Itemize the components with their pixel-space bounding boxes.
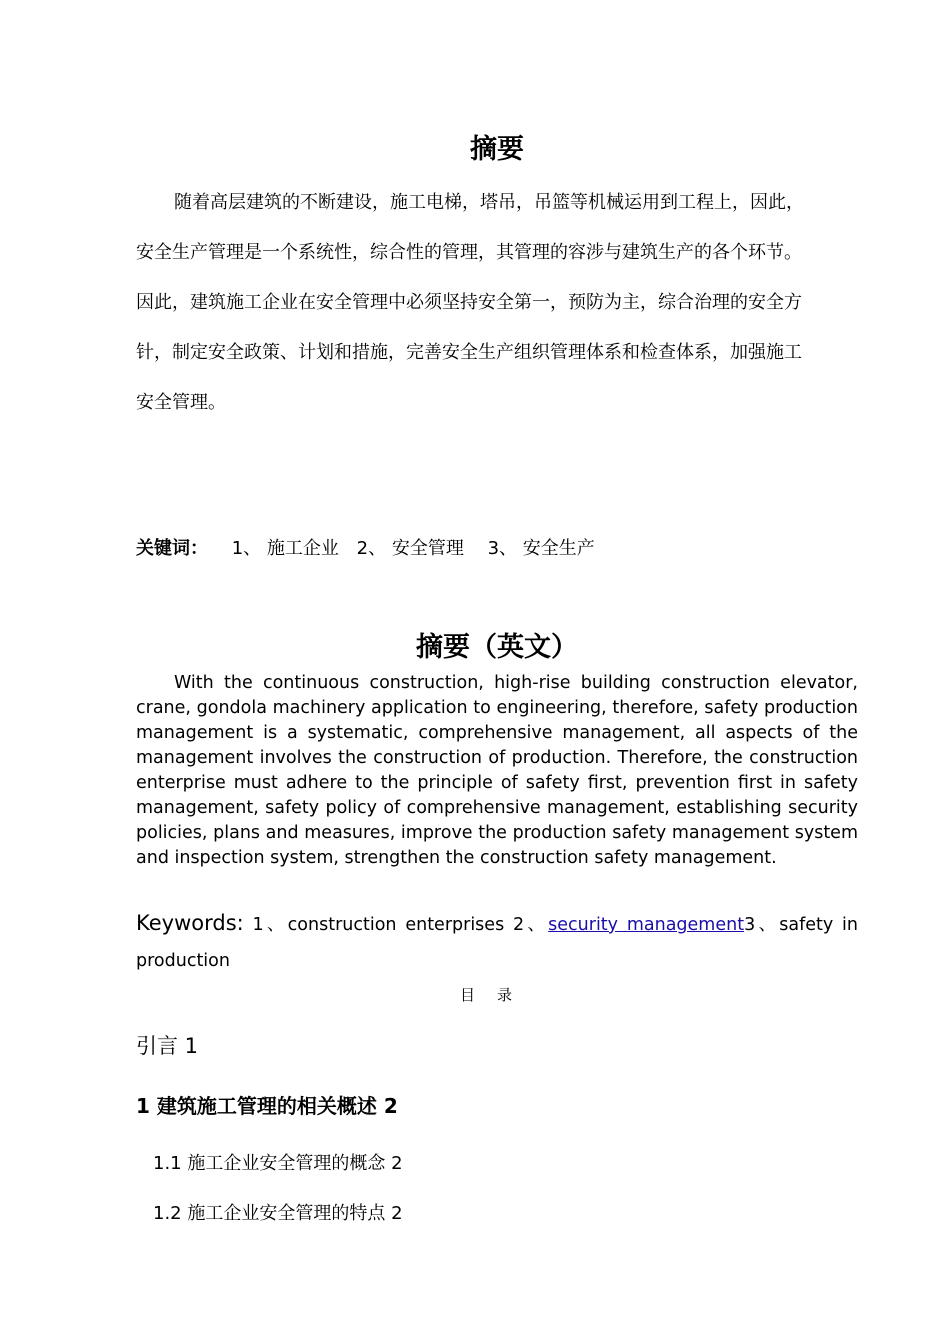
abstract-en-body: With the continuous construction, high-rise building construction elevator, crane, gondola machinery application to engineering, therefore, safety production management is a systematic, comprehensive management, all aspects of the management involves the construction of production. Therefore, the construction enterprise must adhere to the principle of safety first, prevention first in safety management, safety policy of comprehensive management, establishing security policies, plans and measures, improve the production safety management system and inspection system, strengthen the construction safety management. bbox=[136, 673, 858, 868]
toc-title: 目录 bbox=[459, 986, 534, 1004]
abstract-cn-line: 针，制定安全政策、计划和措施，完善安全生产组织管理体系和检查体系，加强施工 bbox=[136, 342, 802, 363]
keywords-cn bbox=[136, 535, 595, 563]
abstract-cn-body bbox=[136, 178, 858, 428]
keywords-en-label: Keywords: bbox=[136, 911, 244, 935]
abstract-cn-line: 安全管理。 bbox=[136, 392, 226, 413]
keywords-en bbox=[136, 905, 858, 979]
keywords-en-text: 1、construction enterprises 2、 bbox=[243, 915, 549, 935]
abstract-en-title: 摘要（英文） bbox=[416, 632, 578, 663]
security-management-link[interactable]: security management bbox=[548, 915, 745, 935]
keyword-cn-item: 1、 施工企业 bbox=[231, 538, 339, 559]
toc-entry-section[interactable]: 1.1 施工企业安全管理的概念 2 bbox=[153, 1153, 403, 1174]
abstract-cn-title: 摘要 bbox=[470, 134, 524, 165]
keywords-cn-label: 关键词： bbox=[136, 538, 208, 559]
abstract-cn-line: 安全生产管理是一个系统性，综合性的管理，其管理的容涉与建筑生产的各个环节。 bbox=[136, 242, 802, 263]
abstract-cn-line: 随着高层建筑的不断建设，施工电梯，塔吊，吊篮等机械运用到工程上，因此， bbox=[174, 192, 804, 213]
toc-entry-section[interactable]: 1.2 施工企业安全管理的特点 2 bbox=[153, 1203, 403, 1224]
keywords-en-text: 3、safety in production bbox=[136, 915, 858, 971]
toc-entry-chapter-1[interactable]: 1 建筑施工管理的相关概述 2 bbox=[136, 1094, 398, 1118]
keyword-cn-item: 3、 安全生产 bbox=[487, 538, 595, 559]
toc-entry-intro[interactable]: 引言 1 bbox=[136, 1034, 199, 1058]
keyword-cn-item: 2、 安全管理 bbox=[356, 538, 464, 559]
abstract-cn-line: 因此，建筑施工企业在安全管理中必须坚持安全第一，预防为主，综合治理的安全方 bbox=[136, 292, 802, 313]
